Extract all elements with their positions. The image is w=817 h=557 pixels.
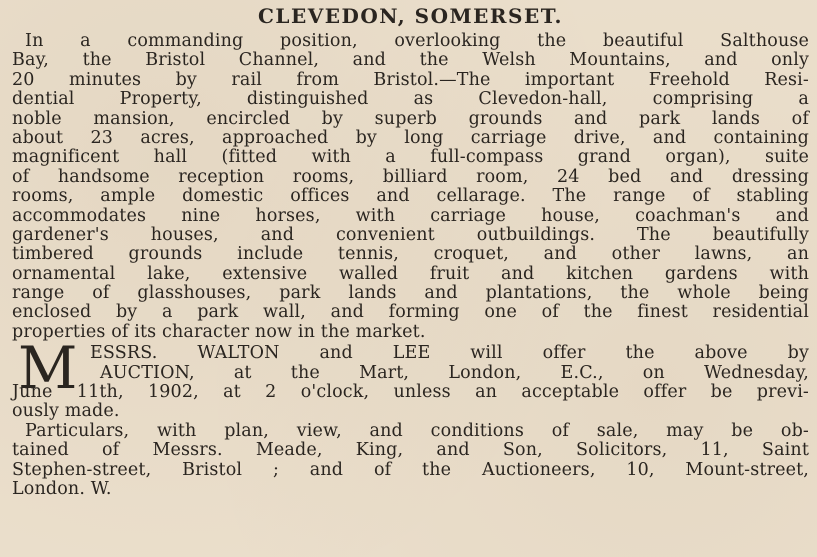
text-line: accommodates nine horses, with carriage house, coachman's and — [12, 205, 809, 226]
text-line: noble mansion, encircled by superb grounds and park lands of — [12, 108, 809, 129]
text-line: ornamental lake, extensive walled fruit and kitchen gardens with — [12, 263, 809, 284]
text-line: magnificent hall (fitted with a full-compass grand organ), suite — [12, 147, 809, 168]
text-line: Bay, the Bristol Channel, and the Welsh Mountains, and only — [12, 50, 809, 71]
particulars-notice — [12, 422, 809, 500]
text-line: ously made. — [12, 401, 120, 422]
text-line: enclosed by a park wall, and forming one of the finest residential — [12, 302, 809, 323]
text-line: 20 minutes by rail from Bristol.—The important Freehold Resi- — [12, 69, 809, 90]
text-line: June 11th, 1902, at 2 o'clock, unless an acceptable offer be previ- — [12, 382, 809, 403]
drop-cap: M — [18, 334, 76, 403]
text-line: London. W. — [12, 478, 112, 499]
property-description — [12, 32, 809, 342]
text-line: Stephen-street, Bristol ; and of the Auctioneers, 10, Mount-street, — [12, 459, 809, 480]
text-line: of handsome reception rooms, billiard room, 24 bed and dressing — [12, 166, 809, 187]
text-line: AUCTION, at the Mart, London, E.C., on Wednesday, — [100, 362, 809, 383]
advertisement-heading: CLEVEDON, SOMERSET. — [257, 4, 563, 28]
text-line: tained of Messrs. Meade, King, and Son, Solicitors, 11, Saint — [12, 440, 809, 461]
auction-notice — [12, 334, 809, 422]
text-line: timbered grounds include tennis, croquet, and other lawns, an — [12, 244, 809, 265]
text-line: range of glasshouses, park lands and plantations, the whole being — [12, 283, 809, 304]
text-line: Particulars, with plan, view, and conditions of sale, may be ob- — [25, 420, 809, 441]
text-line: rooms, ample domestic offices and cellarage. The range of stabling — [12, 186, 809, 207]
text-line: In a commanding position, overlooking the beautiful Salthouse — [25, 31, 809, 51]
text-line: properties of its character now in the market. — [12, 321, 426, 342]
text-line: ESSRS. WALTON and LEE will offer the above by — [90, 343, 809, 364]
text-line: about 23 acres, approached by long carriage drive, and containing — [12, 127, 809, 148]
text-line: gardener's houses, and convenient outbuildings. The beautifully — [12, 224, 809, 245]
text-line: dential Property, distinguished as Clevedon-hall, comprising a — [12, 89, 809, 110]
